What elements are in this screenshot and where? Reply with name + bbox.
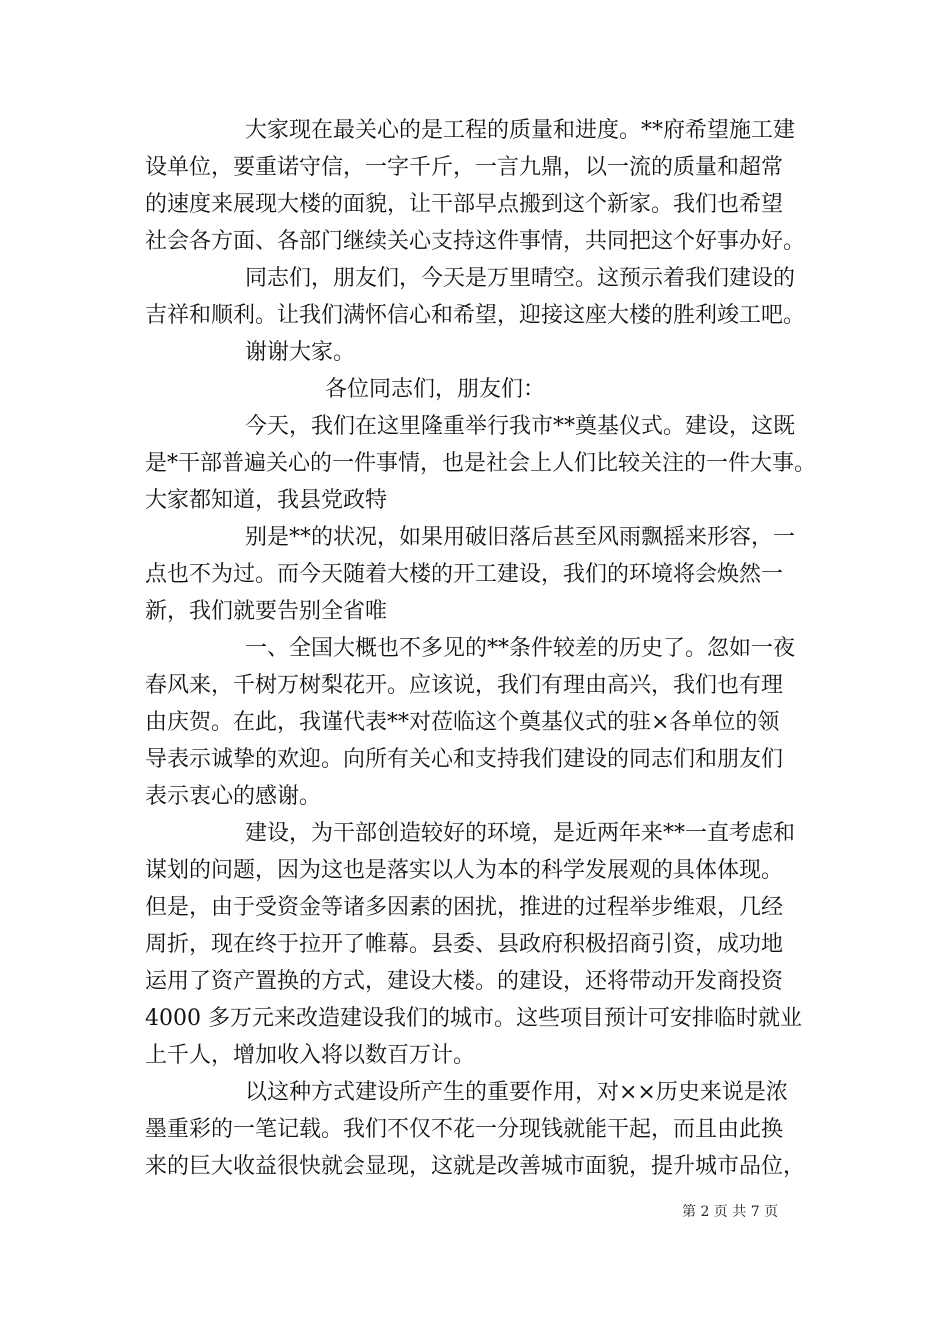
text-line: 周折，现在终于拉开了帷幕。县委、县政府积极招商引资，成功地 (145, 932, 784, 957)
page-number-footer: 第 2 页 共 7 页 (682, 1204, 779, 1220)
text-line: 是*干部普遍关心的一件事情，也是社会上人们比较关注的一件大事。 (145, 451, 817, 476)
text-line: 大家现在最关心的是工程的质量和进度。**府希望施工建 (245, 118, 796, 143)
text-line: 谢谢大家。 (245, 340, 356, 365)
text-line: 社会各方面、各部门继续关心支持这件事情，共同把这个好事办好。 (145, 229, 806, 254)
text-line: 吉祥和顺利。让我们满怀信心和希望，迎接这座大楼的胜利竣工吧。 (145, 303, 806, 328)
text-line: 来的巨大收益很快就会显现，这就是改善城市面貌，提升城市品位， (145, 1154, 806, 1179)
text-line: 建设，为干部创造较好的环境，是近两年来**一直考虑和 (245, 821, 796, 846)
text-line: 设单位，要重诺守信，一字千斤，一言九鼎，以一流的质量和超常 (145, 155, 784, 180)
text-line: 谋划的问题，因为这也是落实以人为本的科学发展观的具体体现。 (145, 858, 784, 883)
text-line: 的速度来展现大楼的面貌，让干部早点搬到这个新家。我们也希望 (145, 192, 784, 217)
text-line: 一、全国大概也不多见的**条件较差的历史了。忽如一夜 (245, 636, 796, 661)
text-line: 墨重彩的一笔记载。我们不仅不花一分现钱就能干起，而且由此换 (145, 1117, 784, 1142)
text-line: 但是，由于受资金等诸多因素的困扰，推进的过程举步维艰，几经 (145, 895, 784, 920)
document-body (145, 112, 817, 1185)
text-line: 运用了资产置换的方式，建设大楼。的建设，还将带动开发商投资 (145, 969, 784, 994)
text-line: 4000 多万元来改造建设我们的城市。这些项目预计可安排临时就业 (145, 1006, 802, 1031)
text-line: 春风来，千树万树梨花开。应该说，我们有理由高兴，我们也有理 (145, 673, 784, 698)
text-line: 今天，我们在这里隆重举行我市**奠基仪式。建设，这既 (245, 414, 796, 439)
text-line: 别是**的状况，如果用破旧落后甚至风雨飘摇来形容，一 (245, 525, 796, 550)
text-line: 上千人，增加收入将以数百万计。 (145, 1043, 476, 1068)
text-line: 由庆贺。在此，我谨代表**对莅临这个奠基仪式的驻×各单位的领 (145, 710, 780, 735)
text-line: 点也不为过。而今天随着大楼的开工建设，我们的环境将会焕然一 (145, 562, 784, 587)
salutation-line: 各位同志们，朋友们： (325, 377, 546, 402)
text-line: 表示衷心的感谢。 (145, 784, 322, 809)
text-line: 同志们，朋友们，今天是万里晴空。这预示着我们建设的 (245, 266, 796, 291)
text-line: 导表示诚挚的欢迎。向所有关心和支持我们建设的同志们和朋友们 (145, 747, 784, 772)
text-line: 大家都知道，我县党政特 (145, 488, 388, 513)
text-line: 以这种方式建设所产生的重要作用，对××历史来说是浓 (245, 1080, 788, 1105)
text-line: 新，我们就要告别全省唯 (145, 599, 388, 624)
